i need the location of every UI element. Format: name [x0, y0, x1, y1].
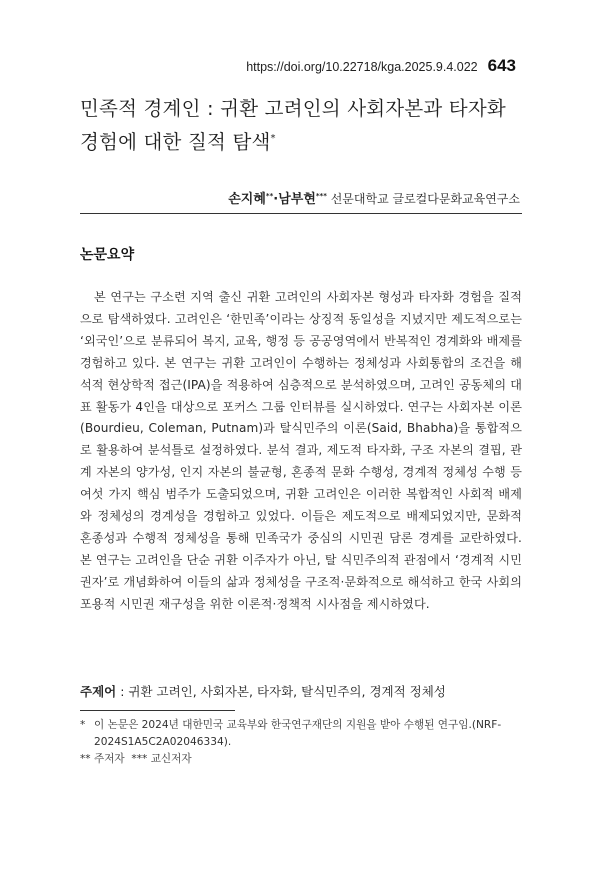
author-1-mark: ** — [265, 192, 274, 200]
author-affiliation: 선문대학교 글로컬다문화교육연구소 — [330, 192, 520, 206]
author-separator: · — [273, 192, 279, 207]
paper-title — [80, 94, 530, 158]
author-2-name: 남부현 — [278, 192, 316, 207]
footnote-text: 주저자 — [93, 753, 125, 765]
footnote-divider — [80, 710, 235, 711]
keywords-line — [80, 682, 530, 700]
keywords-separator: : — [116, 684, 129, 699]
title-footnote-mark: * — [270, 133, 276, 144]
keywords-label: 주제어 — [80, 684, 117, 699]
author-2-mark: *** — [315, 192, 327, 200]
running-header — [246, 56, 516, 76]
keywords-list: 귀환 고려인, 사회자본, 타자화, 탈식민주의, 경계적 정체성 — [128, 684, 446, 699]
footnote-text: 이 논문은 2024년 대한민국 교육부와 한국연구재단의 지원을 받아 수행된 연구임.(NRF-2024S1A5C2A02046334). — [94, 719, 502, 748]
footnote-mark: ** — [80, 753, 91, 765]
page-number: 643 — [487, 56, 516, 75]
author-line — [228, 188, 520, 207]
abstract-body: 본 연구는 구소련 지역 출신 귀환 고려인의 사회자본 형성과 타자화 경험을 질적으로 탐색하였다. 고려인은 ‘한민족’이라는 상징적 동일성을 지녔지만 제도적으로는 ‘외국인’으로 분류되어 복지, 교육, 행정 등 공공영역에서 반복적인 경계화와 배제를 경험하고 있다. 본 연구는 귀환 고려인이 수행하는 정체성과 사회통합의 조건을 해석적 현상학적 접근(IPA)을 적용하여 심층적으로 분석하였으며, 고려인 공동체의 대표 활동가 4인을 대상으로 포커스 그룹 인터뷰를 실시하였다. 연구는 사회자본 이론(Bourdieu, Coleman, Putnam)과 탈식민주의 이론(Said, Bhabha)을 통합적으로 활용하여 분석틀로 설정하였다. 분석 결과, 제도적 타자화, 구조 자본의 결핍, 관계 자본의 양가성, 인지 자본의 불균형, 혼종적 문화 수행성, 경계적 정체성 수행 등 여섯 가지 핵심 범주가 도출되었으며, 귀환 고려인은 이러한 복합적인 사회적 배제와 정체성의 경계성을 경험하고 있었다. 이들은 제도적으로 배제되었지만, 문화적 혼종성과 수행적 정체성을 통해 민족국가 중심의 시민권 담론 경계를 교란하였다. 본 연구는 고려인을 단순 귀환 이주자가 아닌, 탈 식민주의적 관점에서 ‘경계적 시민권자’로 개념화하여 이들의 삶과 정체성을 구조적·문화적으로 해석하고 한국 사회의 포용적 시민권 재구성을 위한 이론적·정책적 시사점을 제시하였다. — [80, 290, 522, 611]
abstract-heading: 논문요약 — [80, 247, 135, 263]
header-divider — [80, 213, 522, 214]
footnote-mark: *** — [131, 753, 148, 765]
footnote-authors — [80, 751, 522, 768]
doi-link[interactable]: https://doi.org/10.22718/kga.2025.9.4.022 — [246, 60, 478, 74]
footnote-funding — [80, 717, 522, 751]
footnote-mark: * — [80, 719, 86, 731]
paper-title-text: 민족적 경계인 : 귀환 고려인의 사회자본과 타자화 경험에 대한 질적 탐색 — [80, 97, 506, 154]
author-1-name: 손지혜 — [228, 192, 266, 207]
footnotes — [80, 717, 522, 768]
footnote-text: 교신저자 — [150, 753, 192, 765]
